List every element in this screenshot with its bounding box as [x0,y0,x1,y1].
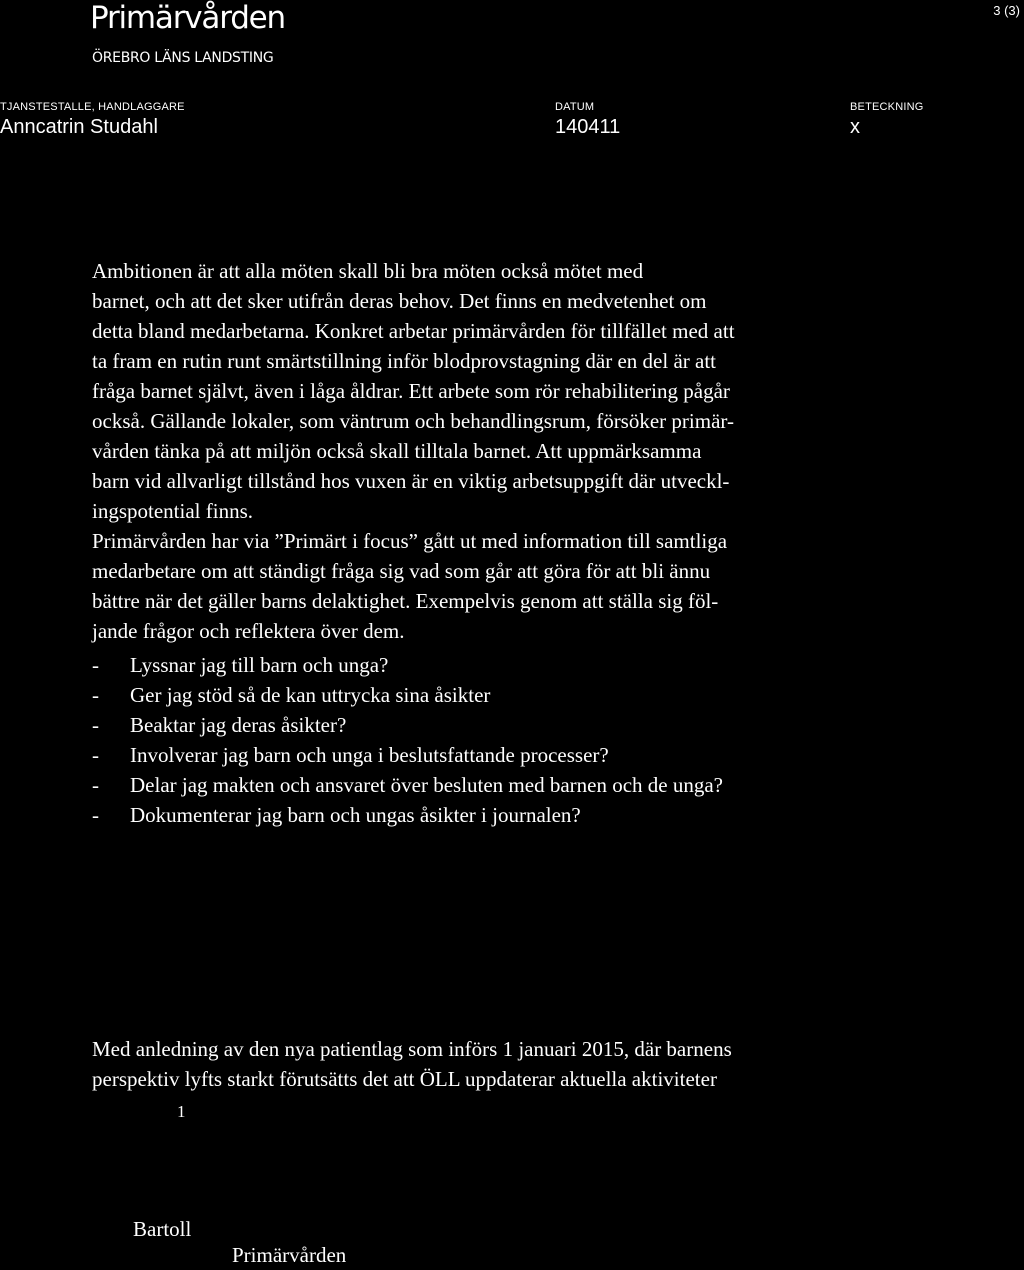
bullet-dash: - [92,653,99,677]
paragraph-line: också. Gällande lokaler, som väntrum och behandlingsrum, försöker primär- [92,409,734,433]
paragraph-line: perspektiv lyfts starkt förutsätts det att ÖLL uppdaterar aktuella aktiviteter [92,1067,717,1091]
list-item-text: Delar jag makten och ansvaret över besluten med barnen och de unga? [130,773,724,797]
paragraph-1 [92,256,892,526]
reference-label: BETECKNING [850,101,924,113]
reference-value: x [850,116,860,138]
signature-org: Primärvården [232,1243,347,1267]
list-item-text: Lyssnar jag till barn och unga? [130,653,389,677]
paragraph-line: barn vid allvarligt tillstånd hos vuxen är en viktig arbetsuppgift där utveckl- [92,469,730,493]
paragraph-2 [92,526,892,646]
paragraph-line: jande frågor och reflektera över dem. [92,619,405,643]
paragraph-line: ingspotential finns. [92,499,253,523]
list-item-text: Dokumenterar jag barn och ungas åsikter i journalen? [130,803,581,827]
paragraph-line: Med anledning av den nya patientlag som införs 1 januari 2015, där barnens [92,1037,732,1061]
date-value: 140411 [555,116,621,138]
bullet-dash: - [92,743,99,767]
paragraph-line: vården tänka på att miljön också skall tilltala barnet. Att uppmärksamma [92,439,702,463]
page-number: 3 (3) [993,3,1020,18]
list-item-text: Beaktar jag deras åsikter? [130,713,347,737]
paragraph-line: Ambitionen är att alla möten skall bli bra möten också mötet med [92,259,644,283]
paragraph-line: ta fram en rutin runt smärtstillning inför blodprovstagning där en del är att [92,349,717,373]
bullet-dash: - [92,683,99,707]
bullet-dash: - [92,803,99,827]
list-item-text: Involverar jag barn och unga i beslutsfattande processer? [130,743,609,767]
paragraph-line: barnet, och att det sker utifrån deras behov. Det finns en medvetenhet om [92,289,707,313]
paragraph-line: medarbetare om att ständigt fråga sig vad som går att göra för att bli ännu [92,559,711,583]
stray-mark: 1 [177,1102,186,1121]
office-label: TJANSTESTALLE, HANDLAGGARE [0,101,185,113]
list-item-text: Ger jag stöd så de kan uttrycka sina åsikter [130,683,491,707]
paragraph-line: bättre när det gäller barns delaktighet. Exempelvis genom att ställa sig föl- [92,589,719,613]
bullet-dash: - [92,713,99,737]
signature-name: Bartoll [133,1217,192,1241]
closing-paragraph [92,1034,892,1094]
bullet-dash: - [92,773,99,797]
date-label: DATUM [555,101,595,113]
paragraph-line: Primärvården har via ”Primärt i focus” gått ut med information till samtliga [92,529,728,553]
paragraph-line: detta bland medarbetarna. Konkret arbetar primärvården för tillfället med att [92,319,735,343]
logo-subtitle: ÖREBRO LÄNS LANDSTING [92,50,274,66]
office-value: Anncatrin Studahl [0,116,158,138]
paragraph-line: fråga barnet självt, även i låga åldrar. Ett arbete som rör rehabilitering pågår [92,379,730,403]
logo-title: Primärvården [90,0,285,36]
